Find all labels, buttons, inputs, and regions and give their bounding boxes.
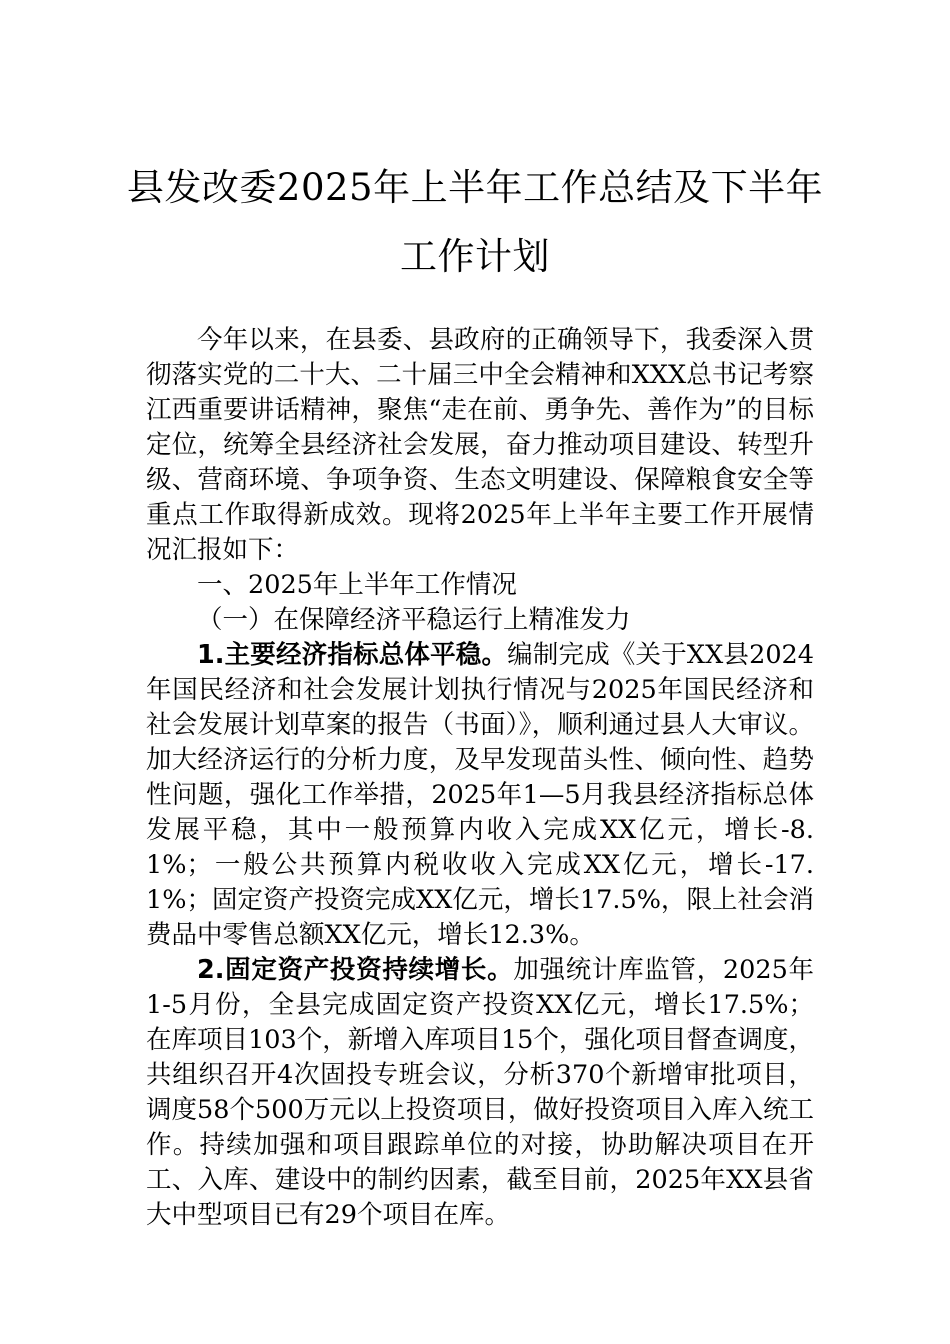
subsection-heading: （一）在保障经济平稳运行上精准发力 [197, 605, 631, 635]
item-1-lead: 1.主要经济指标总体平稳。 [197, 640, 508, 670]
item-paragraph-1 [146, 638, 814, 953]
item-2-text: 加强统计库监管，2025年1-5月份，全县完成固定资产投资XX亿元，增长17.5%；在库项目103个，新增入库项目15个，强化项目督查调度，共组织召开4次固投专班会议，分析370个新增审批项目，调度58个500万元以上投资项目，做好投资项目入库入统工作。持续加强和项目跟踪单位的对接，协助解决项目在开工、入库、建设中的制约因素，截至目前，2025年XX县省大中型项目已有29个项目在库。 [146, 955, 814, 1230]
item-1-text: 编制完成《关于XX县2024年国民经济和社会发展计划执行情况与2025年国民经济和社会发展计划草案的报告（书面）》，顺利通过县人大审议。加大经济运行的分析力度，及早发现苗头性、倾向性、趋势性问题，强化工作举措，2025年1—5月我县经济指标总体发展平稳，其中一般预算内收入完成XX亿元，增长-8.1%；一般公共预算内税收收入完成XX亿元，增长-17.1%；固定资产投资完成XX亿元，增长17.5%，限上社会消费品中零售总额XX亿元，增长12.3%。 [146, 640, 814, 950]
intro-paragraph: 今年以来，在县委、县政府的正确领导下，我委深入贯彻落实党的二十大、二十届三中全会精神和XXX总书记考察江西重要讲话精神，聚焦“走在前、勇争先、善作为”的目标定位，统筹全县经济社会发展，奋力推动项目建设、转型升级、营商环境、争项争资、生态文明建设、保障粮食安全等重点工作取得新成效。现将2025年上半年主要工作开展情况汇报如下： [146, 325, 814, 565]
section-heading: 一、2025年上半年工作情况 [197, 570, 517, 600]
document-body [146, 323, 814, 1233]
item-paragraph-2 [146, 953, 814, 1233]
document-title-line-1: 县发改委2025年上半年工作总结及下半年 [126, 166, 824, 209]
item-2-lead: 2.固定资产投资持续增长。 [197, 955, 514, 985]
document-title-line-2: 工作计划 [400, 235, 550, 278]
